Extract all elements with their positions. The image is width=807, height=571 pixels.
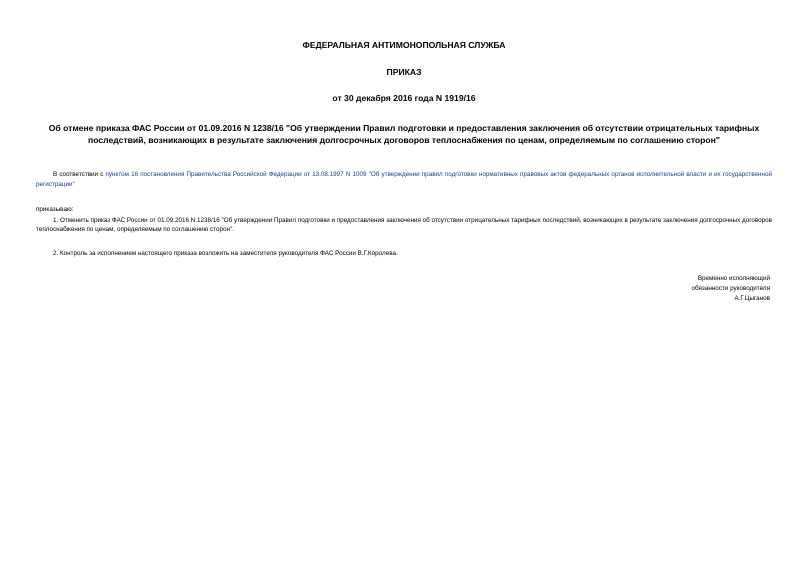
signatory-position-line-2: обязанности руководителя [691, 285, 770, 292]
document-title: Об отмене приказа ФАС России от 01.09.2016 N 1238/16 "Об утверждении Правил подготовки и предоставления заключения об отсутствии отрицательных тарифных последствий, возникающих в результате заключения долгосрочных договоров теплоснабжения по ценам, определяемым по соглашению сторон" [48, 123, 760, 145]
legal-basis-prefix: В соответствии с [53, 171, 106, 178]
signature-block [692, 274, 770, 304]
signatory-name: А.Г.Цыганов [734, 295, 770, 302]
document-date-number: от 30 декабря 2016 года N 1919/16 [332, 93, 476, 103]
order-item-1: 1. Отменить приказ ФАС России от 01.09.2016 N 1238/16 "Об утверждении Правил подготовки и предоставления заключения об отсутствии отрицательных тарифных последствий, возникающих в результате заключения долгосрочных договоров теплоснабжения по ценам, определяемым по соглашению сторон". [36, 216, 772, 233]
legal-basis-paragraph [36, 170, 772, 189]
document-body [36, 40, 772, 258]
legal-basis-link[interactable]: пунктом 16 постановления Правительства Российской Федерации от 13.08.1997 N 1009 "Об утверждении правил подготовки нормативных правовых актов федеральных органов исполнительной власти и их государственной регистрации" [36, 171, 772, 188]
decided-label: приказываю: [36, 206, 74, 213]
signatory-position-line-1: Временно исполняющий [697, 275, 770, 282]
order-item-2: 2. Контроль за исполнением настоящего приказа возложить на заместителя руководителя ФАС России В.Г.Королева. [53, 249, 398, 257]
document-type: ПРИКАЗ [386, 67, 422, 77]
agency-name: ФЕДЕРАЛЬНАЯ АНТИМОНОПОЛЬНАЯ СЛУЖБА [302, 40, 506, 50]
